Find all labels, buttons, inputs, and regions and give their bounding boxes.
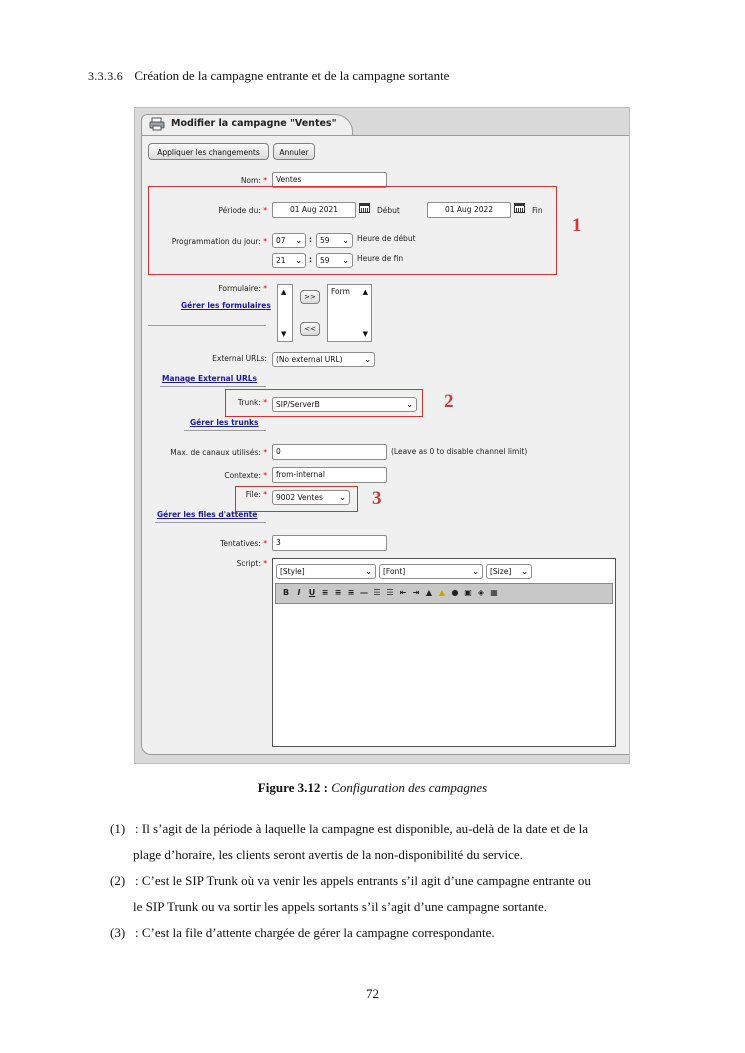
align-center-icon[interactable]: ≡ bbox=[334, 588, 342, 597]
underline-icon[interactable]: U bbox=[308, 588, 316, 597]
selected-forms-list[interactable] bbox=[327, 284, 372, 342]
unordered-list-icon[interactable]: ☰ bbox=[386, 588, 394, 597]
list-marker: (1) bbox=[110, 821, 126, 836]
list-item-text: : C’est la file d’attente chargée de gérer la campagne correspondante. bbox=[135, 925, 495, 940]
chevron-down-icon: ⌄ bbox=[521, 567, 528, 576]
available-forms-list[interactable] bbox=[277, 284, 293, 342]
chevron-down-icon: ⌄ bbox=[342, 236, 349, 245]
end-date-input[interactable]: 01 Aug 2022 bbox=[427, 202, 511, 218]
move-right-button[interactable]: >> bbox=[300, 290, 320, 304]
figure-caption-text: Configuration des campagnes bbox=[331, 780, 488, 795]
contexte-input[interactable]: from-internal bbox=[272, 467, 387, 483]
file-label: File: * bbox=[245, 490, 267, 499]
scroll-up-icon[interactable]: ▲ bbox=[362, 288, 368, 296]
horizontal-rule-icon[interactable]: — bbox=[360, 588, 368, 597]
nom-input[interactable]: Ventes bbox=[272, 172, 387, 188]
move-left-button[interactable]: << bbox=[300, 322, 320, 336]
figure-caption bbox=[0, 780, 745, 796]
divider bbox=[184, 430, 266, 431]
contexte-label: Contexte: * bbox=[224, 471, 267, 480]
page-title: Modifier la campagne "Ventes" bbox=[171, 118, 337, 129]
heure-debut-label: Heure de début bbox=[357, 234, 416, 243]
start-minute-select[interactable]: 59 ⌄ bbox=[316, 233, 353, 248]
chevron-down-icon: ⌄ bbox=[342, 256, 349, 265]
chevron-down-icon: ⌄ bbox=[365, 567, 372, 576]
outdent-icon[interactable]: ⇤ bbox=[399, 588, 407, 597]
gerer-formulaires-link[interactable]: Gérer les formulaires bbox=[181, 301, 271, 310]
style-select[interactable]: [Style] ⌄ bbox=[276, 564, 376, 579]
fin-label: Fin bbox=[532, 206, 543, 215]
align-left-icon[interactable]: ≡ bbox=[321, 588, 329, 597]
campaign-screenshot bbox=[134, 107, 630, 764]
list-item-text: le SIP Trunk ou va sortir les appels sortants s’il s’agit d’une campagne sortante. bbox=[133, 899, 548, 914]
periode-label: Période du: * bbox=[218, 206, 267, 215]
debut-label: Début bbox=[377, 206, 400, 215]
section-number: 3.3.3.6 bbox=[88, 69, 124, 83]
section-title: Création de la campagne entrante et de la campagne sortante bbox=[134, 68, 450, 83]
list-marker: (3) bbox=[110, 925, 126, 940]
tentatives-input[interactable]: 3 bbox=[272, 535, 387, 551]
programmation-label: Programmation du jour: * bbox=[171, 237, 267, 246]
chevron-down-icon: ⌄ bbox=[364, 355, 371, 364]
chevron-down-icon: ⌄ bbox=[295, 236, 302, 245]
max-canaux-input[interactable]: 0 bbox=[272, 444, 387, 460]
cancel-button[interactable]: Annuler bbox=[273, 143, 315, 160]
apply-changes-button[interactable]: Appliquer les changements bbox=[148, 143, 269, 160]
divider bbox=[155, 522, 266, 523]
list-item-text: : Il s’agit de la période à laquelle la campagne est disponible, au-delà de la date et de la bbox=[135, 821, 589, 836]
start-hour-select[interactable]: 07 ⌄ bbox=[272, 233, 306, 248]
gerer-trunks-link[interactable]: Gérer les trunks bbox=[190, 418, 259, 427]
chevron-down-icon: ⌄ bbox=[295, 256, 302, 265]
chevron-down-icon: ⌄ bbox=[339, 493, 346, 502]
manage-external-urls-link[interactable]: Manage External URLs bbox=[162, 374, 258, 383]
font-select[interactable]: [Font] ⌄ bbox=[379, 564, 483, 579]
list-item-text: : C’est le SIP Trunk où va venir les appels entrants s’il agit d’une campagne entrante ou bbox=[135, 873, 591, 888]
size-select[interactable]: [Size] ⌄ bbox=[486, 564, 532, 579]
nom-label: Nom: * bbox=[240, 176, 267, 185]
time-separator: : bbox=[309, 255, 312, 264]
italic-icon[interactable]: I bbox=[297, 588, 301, 597]
special-char-icon[interactable]: ◈ bbox=[477, 588, 485, 597]
external-urls-label: External URLs: bbox=[212, 354, 267, 363]
end-hour-select[interactable]: 21 ⌄ bbox=[272, 253, 306, 268]
calendar-icon[interactable] bbox=[514, 203, 525, 213]
page-number: 72 bbox=[366, 986, 379, 1001]
list-marker: (2) bbox=[110, 873, 126, 888]
chevron-down-icon: ⌄ bbox=[472, 567, 479, 576]
ordered-list-icon[interactable]: ☰ bbox=[373, 588, 381, 597]
image-icon[interactable]: ▣ bbox=[464, 588, 472, 597]
annotation-3: 3 bbox=[372, 488, 382, 509]
table-icon[interactable]: ▦ bbox=[490, 588, 498, 597]
list-item-text: plage d’horaire, les clients seront avertis de la non-disponibilité du service. bbox=[133, 847, 523, 862]
chevron-down-icon: ⌄ bbox=[406, 400, 413, 409]
trunk-label: Trunk: * bbox=[237, 398, 267, 407]
indent-icon[interactable]: ⇥ bbox=[412, 588, 420, 597]
calendar-icon[interactable] bbox=[359, 203, 370, 213]
gerer-files-link[interactable]: Gérer les files d'attente bbox=[157, 510, 258, 519]
divider bbox=[160, 386, 266, 387]
annotation-1: 1 bbox=[572, 215, 582, 236]
start-date-input[interactable]: 01 Aug 2021 bbox=[272, 202, 356, 218]
figure-label: Figure 3.12 : bbox=[257, 780, 328, 795]
printer-icon bbox=[149, 117, 165, 131]
divider bbox=[148, 325, 266, 326]
end-minute-select[interactable]: 59 ⌄ bbox=[316, 253, 353, 268]
form-list-item[interactable]: Form bbox=[331, 287, 350, 296]
max-canaux-hint: (Leave as 0 to disable channel limit) bbox=[391, 447, 528, 456]
section-heading bbox=[88, 68, 449, 84]
heure-fin-label: Heure de fin bbox=[357, 254, 404, 263]
annotation-2: 2 bbox=[444, 391, 454, 412]
scroll-up-icon[interactable]: ▲ bbox=[281, 288, 287, 296]
time-separator: : bbox=[309, 235, 312, 244]
link-icon[interactable]: ● bbox=[451, 588, 459, 597]
scroll-down-icon[interactable]: ▼ bbox=[281, 330, 287, 338]
align-right-icon[interactable]: ≡ bbox=[347, 588, 355, 597]
scroll-down-icon[interactable]: ▼ bbox=[362, 330, 368, 338]
editor-toolbar bbox=[275, 583, 613, 604]
text-color-icon[interactable]: ▲ bbox=[425, 588, 433, 597]
formulaire-label: Formulaire: * bbox=[218, 284, 267, 293]
bold-icon[interactable]: B bbox=[282, 588, 290, 597]
file-select[interactable]: 9002 Ventes ⌄ bbox=[272, 490, 350, 505]
external-urls-select[interactable]: (No external URL) ⌄ bbox=[272, 352, 375, 367]
script-label: Script: * bbox=[236, 559, 267, 568]
max-canaux-label: Max. de canaux utilisés: * bbox=[170, 448, 267, 457]
trunk-select[interactable]: SIP/ServerB ⌄ bbox=[272, 397, 417, 412]
highlight-color-icon[interactable]: ▲ bbox=[438, 588, 446, 597]
tentatives-label: Tentatives: * bbox=[220, 539, 267, 548]
